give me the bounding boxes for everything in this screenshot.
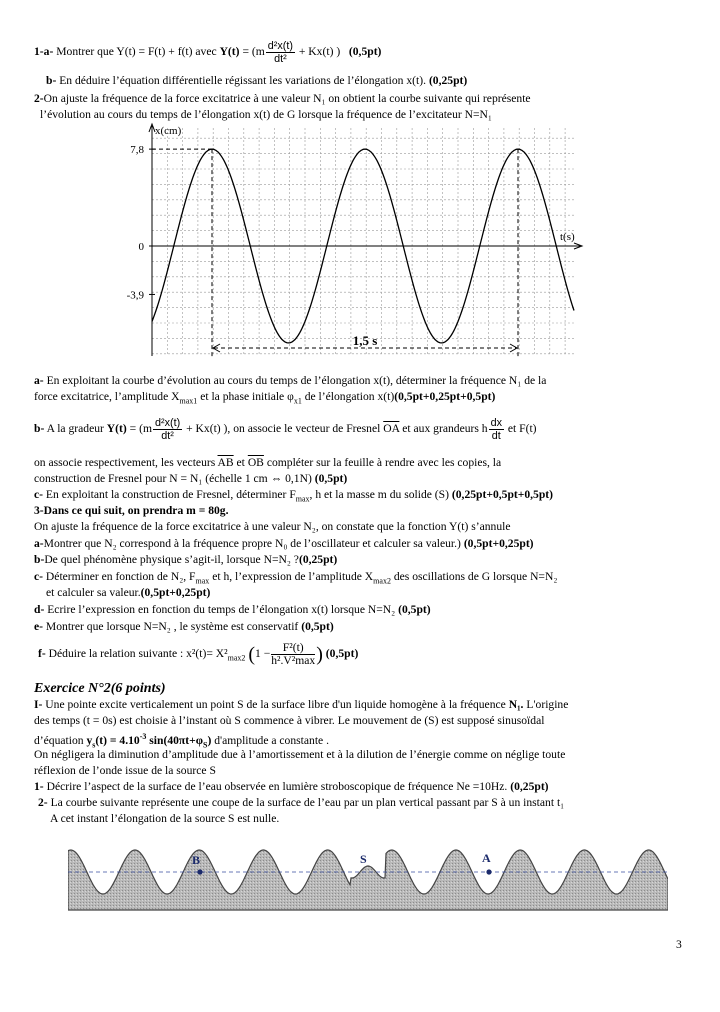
question-b-line3: construction de Fresnel pour N = N₁ (échelle 1 cm ⇔ 0,1N) (0,5pt) (34, 472, 348, 485)
y-tick-label: 0 (138, 241, 144, 253)
y-tick-label: -3,9 (126, 289, 144, 302)
q1a-Y: Y(t) (219, 45, 240, 59)
question-b: b- A la gradeur Y(t) = (m $\frac{\text{d²x(t)}}{\text{dt²}}$ + Kx(t) ), on associe le vecteur de Fresnel $\overline{OA}$ et aux grandeurs h $\frac{dx}{dt}$ et F(t) (34, 416, 537, 442)
part3-question-f: f- Déduire la relation suivante : $x^2(t)= X^2_{max2}$ (1 − $\frac{\text{F²(t)}}{\text{h².V²max}}$ ) (0,5pt) (38, 640, 359, 667)
part3-question-e: e- Montrer que lorsque N=N₂ , le système est conservatif (0,5pt) (34, 620, 334, 633)
elongation-chart (100, 122, 590, 362)
q1a-tail: + Kx(t) ) (298, 45, 341, 59)
vector-AB: $\overline{AB}$ (217, 456, 234, 469)
exercise-2-title: Exercice N°2(6 points) (34, 681, 166, 696)
part3-question-b: b-De quel phénomène physique s’agit-il, lorsque N=N₂ ?(0,25pt) (34, 553, 338, 566)
label-A: A (482, 851, 491, 865)
point-B-marker (197, 869, 202, 874)
qb-fraction: $\frac{\text{d²x(t)}}{\text{dt²}}$ (155, 416, 181, 442)
qb-fraction2: $\frac{dx}{dt}$ (490, 416, 502, 442)
exercise-2-line1: I- Une pointe excite verticalement un point S de la surface libre d'un liquide homogène à la fréquence N₁. L'origine (34, 698, 569, 711)
exercise-2-question-1: 1- Décrire l’aspect de la surface de l’eau observée en lumière stroboscopique de fréquence Ne =10Hz. (0,25pt) (34, 780, 549, 793)
part3-question-c: c- Déterminer en fonction de N₂, $F_{max}$ et h, l’expression de l’amplitude $X_{max2}$ des oscillations de G lorsque N=N₂ (34, 570, 558, 586)
q1a-label: 1-a- (34, 45, 54, 59)
label-S: S (360, 852, 367, 866)
vector-OB: $\overline{OB}$ (247, 456, 264, 469)
exercise-2-line3: d’équation $y_s(t) = 4.10^{-3}$ $\sin(40\pi t+\varphi_S)$ d'amplitude a constante . (34, 732, 329, 750)
question-1b: b- En déduire l’équation différentielle régissant les variations de l’élongation x(t). (0,25pt) (46, 74, 468, 87)
question-2: 2-On ajuste la fréquence de la force excitatrice à une valeur N₁ on obtient la courbe suivante qui représente (34, 92, 531, 105)
x-axis-label: t(s) (560, 231, 575, 243)
exercise-2-question-2: 2- La courbe suivante représente une coupe de la surface de l’eau par un plan vertical passant par S à un instant t₁ (38, 796, 565, 809)
q1a-eq: = (m (242, 45, 265, 59)
question-1a (34, 40, 381, 65)
chart-grid (152, 128, 574, 356)
part3-question-a: a-Montrer que N₂ correspond à la fréquence propre N₀ de l’oscillateur et calculer sa valeur.) (0,5pt+0,25pt) (34, 537, 534, 550)
q1a-fraction: $\frac{\text{d²x(t)}}{\text{dt²}}$ (267, 40, 293, 65)
question-b-line2: on associe respectivement, les vecteurs $\overline{AB}$ et $\overline{OB}$ compléter sur la feuille à rendre avec les copies, la (34, 456, 502, 469)
question-2-line2: l’évolution au cours du temps de l’élongation x(t) de G lorsque la fréquence de l’excitateur N=N₁ (40, 108, 492, 121)
q1a-points: (0,5pt) (348, 45, 382, 59)
question-a-line2: force excitatrice, l’amplitude $X_{max1}$ et la phase initiale $\varphi_{x1}$ de l’élongation x(t)(0,5pt+0,25pt+0,5pt) (34, 390, 496, 406)
vector-OA: $\overline{OA}$ (383, 422, 400, 435)
part3-question-d: d- Ecrire l’expression en fonction du temps de l’élongation x(t) lorsque N=N₂ (0,5pt) (34, 603, 431, 616)
part3-question-c-line2: et calculer sa valeur.(0,5pt+0,25pt) (46, 586, 211, 599)
water-surface-figure (68, 842, 668, 912)
question-c: c- En exploitant la construction de Fresnel, déterminer $F_{max}$, h et la masse m du solide (S) (0,25pt+0,5pt+0,5pt) (34, 488, 554, 504)
exercise-2-line2: des temps (t = 0s) est choisie à l’instant où S commence à vibrer. Le mouvement de (S) est supposé sinusoïdal (34, 714, 545, 727)
q1a-text: Montrer que Y(t) = F(t) + f(t) avec (56, 45, 217, 59)
question-a: a- En exploitant la courbe d’évolution au cours du temps de l’élongation x(t), déterminer la fréquence N₁ de la (34, 374, 547, 387)
label-B: B (192, 853, 201, 867)
page-number: 3 (676, 938, 682, 951)
y-tick-label: 7,8 (130, 144, 144, 157)
qf-fraction: $\frac{\text{F²(t)}}{\text{h².V²max}}$ (271, 640, 316, 667)
part3-heading: 3-Dans ce qui suit, on prendra m = 80g. (34, 504, 229, 517)
exercise-2-line4: On négligera la diminution d’amplitude due à l’amortissement et à la dilution de l’énergie comme on néglige toute (34, 748, 566, 761)
interval-annotation: 1,5 s (352, 333, 378, 348)
point-A-marker (486, 869, 491, 874)
exercise-2-line5: réflexion de l’onde issue de la source S (34, 764, 216, 777)
part3-intro: On ajuste la fréquence de la force excitatrice à une valeur N₂, on constate que la fonction Y(t) s’annule (34, 520, 511, 533)
y-axis-label: x(cm) (155, 125, 182, 137)
exercise-2-question-2-line2: A cet instant l’élongation de la source S est nulle. (50, 812, 280, 825)
liquid-cross-section (68, 850, 668, 910)
